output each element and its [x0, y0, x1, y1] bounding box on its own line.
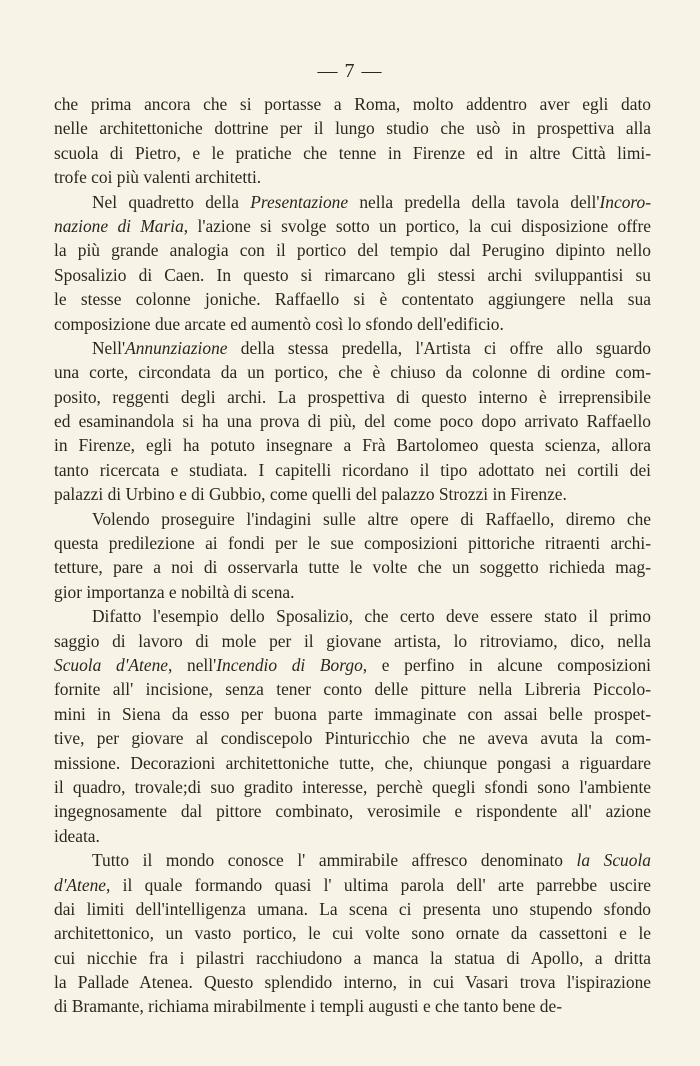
text-line	[54, 214, 651, 238]
text-run: , l'azione si svolge sotto un portico, la cui disposizione offre	[183, 215, 651, 236]
italic-title: Scuola d'Atene	[54, 654, 168, 675]
text-run: Nell'	[92, 337, 126, 358]
text-line	[54, 677, 651, 701]
text-line	[54, 190, 651, 214]
page-number: — 7 —	[317, 60, 383, 82]
text-run: la Pallade Atenea. Questo splendido interno, in cui Vasari trova l'ispirazione	[54, 972, 651, 993]
text-run: mini in Siena da esso per buona parte immaginate con assai belle prospet-	[54, 703, 651, 724]
text-line	[54, 531, 651, 555]
text-run: Difatto l'esempio dello Sposalizio, che certo deve essere stato il primo	[92, 606, 651, 627]
italic-title: d'Atene	[54, 874, 107, 895]
text-run: Volendo proseguire l'indagini sulle altre opere di Raffaello, diremo che	[92, 508, 651, 529]
paragraph	[54, 848, 651, 1019]
text-line	[54, 116, 651, 140]
text-run: saggio di lavoro di mole per il giovane artista, lo ritroviamo, dico, nella	[54, 630, 651, 651]
text-line	[54, 751, 651, 775]
italic-title: Annunziazione	[125, 337, 228, 358]
text-line	[54, 702, 651, 726]
text-run: della stessa predella, l'Artista ci offre allo sguardo	[227, 337, 651, 358]
text-line	[54, 458, 651, 482]
text-run: Nel quadretto della	[92, 191, 251, 212]
text-line	[54, 799, 651, 823]
text-run: la più grande analogia con il portico del tempio dal Perugino dipinto nello	[54, 240, 651, 261]
text-line	[54, 433, 651, 457]
text-line	[54, 312, 651, 336]
text-run: in Firenze, egli ha potuto insegnare a Frà Bartolomeo questa scienza, allora	[54, 435, 651, 456]
text-run: , nell'	[168, 654, 217, 675]
text-run: questa predilezione ai fondi per le sue composizioni pittoriche ritraenti archi-	[54, 533, 651, 554]
text-run: gior importanza e nobiltà di scena.	[54, 581, 295, 602]
italic-title: Incoro-	[599, 191, 651, 212]
text-line	[54, 897, 651, 921]
text-line	[54, 946, 651, 970]
text-line	[54, 555, 651, 579]
paragraph	[54, 604, 651, 848]
text-run: le stesse colonne joniche. Raffaello si è contentato aggiungere nella sua	[54, 289, 651, 310]
italic-title: nazione di Maria	[54, 215, 184, 236]
paragraph	[54, 92, 651, 190]
text-run: composizione due arcate ed aumentò così lo sfondo dell'edificio.	[54, 313, 504, 334]
text-run: Sposalizio di Caen. In questo si rimarcano gli stessi archi sviluppantisi su	[54, 264, 651, 285]
text-line	[54, 385, 651, 409]
text-run: missione. Decorazioni architettoniche tutte, che, chiunque pongasi a riguardare	[54, 752, 651, 773]
text-run: architettonico, un vasto portico, le cui volte sono ornate da cassettoni e le	[54, 923, 651, 944]
text-run: nella predella della tavola dell'	[348, 191, 600, 212]
text-run: tanto ricercata e studiata. I capitelli ricordano il tipo adottato nei cortili dei	[54, 459, 651, 480]
text-line	[54, 994, 651, 1018]
text-line	[54, 604, 651, 628]
text-line	[54, 824, 651, 848]
text-line	[54, 287, 651, 311]
text-run: fornite all' incisione, senza tener conto delle pitture nella Libreria Piccolo-	[54, 679, 651, 700]
text-line	[54, 482, 651, 506]
text-run: , e perfino in alcune composizioni	[362, 654, 651, 675]
body-text	[54, 92, 651, 1019]
text-run: tetture, pare a noi di osservarla tutte le volte che un soggetto richieda mag-	[54, 557, 651, 578]
text-line	[54, 726, 651, 750]
text-line	[54, 580, 651, 604]
text-run: nelle architettoniche dottrine per il lungo studio che usò in prospettiva alla	[54, 118, 651, 139]
text-run: posito, reggenti degli archi. La prospettiva di questo interno è irreprensibile	[54, 386, 651, 407]
text-line	[54, 92, 651, 116]
text-line	[54, 775, 651, 799]
text-run: ingegnosamente dal pittore combinato, verosimile e rispondente all' azione	[54, 801, 651, 822]
text-line	[54, 507, 651, 531]
text-line	[54, 921, 651, 945]
text-line	[54, 848, 651, 872]
text-run: , il quale formando quasi l' ultima parola dell' arte parrebbe uscire	[106, 874, 651, 895]
text-run: di Bramante, richiama mirabilmente i templi augusti e che tanto bene de-	[54, 996, 563, 1017]
text-run: trofe coi più valenti architetti.	[54, 167, 262, 188]
text-run: ed esaminandola si ha una prova di più, del come poco dopo arrivato Raffaello	[54, 411, 651, 432]
text-run: cui nicchie fra i pilastri racchiudono a manca la statua di Apollo, a dritta	[54, 947, 651, 968]
text-run: che prima ancora che si portasse a Roma, molto addentro aver egli dato	[54, 94, 651, 114]
italic-title: Incendio di Borgo	[216, 654, 363, 675]
text-run: dai limiti dell'intelligenza umana. La scena ci presenta uno stupendo sfondo	[54, 898, 651, 919]
paragraph	[54, 336, 651, 507]
text-line	[54, 653, 651, 677]
text-run: tive, per giovare al condiscepolo Pinturicchio che ne aveva avuta la com-	[54, 728, 651, 749]
text-line	[54, 263, 651, 287]
text-run: il quadro, trovale;di suo gradito interesse, perchè quegli sfondi sono l'ambiente	[54, 776, 651, 797]
text-line	[54, 629, 651, 653]
paragraph	[54, 507, 651, 605]
text-run: Tutto il mondo conosce l' ammirabile affresco denominato	[92, 850, 577, 871]
text-line	[54, 409, 651, 433]
text-line	[54, 873, 651, 897]
text-run: ideata.	[54, 825, 100, 846]
text-line	[54, 336, 651, 360]
text-line	[54, 141, 651, 165]
italic-title: Presentazione	[250, 191, 349, 212]
text-run: scuola di Pietro, e le pratiche che tenne in Firenze ed in altre Città limi-	[54, 142, 651, 163]
text-run: palazzi di Urbino e di Gubbio, come quelli del palazzo Strozzi in Firenze.	[54, 484, 567, 505]
italic-title: la Scuola	[576, 850, 651, 871]
text-run: una corte, circondata da un portico, che è chiuso da colonne di ordine com-	[54, 362, 651, 383]
text-line	[54, 970, 651, 994]
text-line	[54, 360, 651, 384]
text-line	[54, 238, 651, 262]
paragraph	[54, 190, 651, 336]
text-line	[54, 165, 651, 189]
